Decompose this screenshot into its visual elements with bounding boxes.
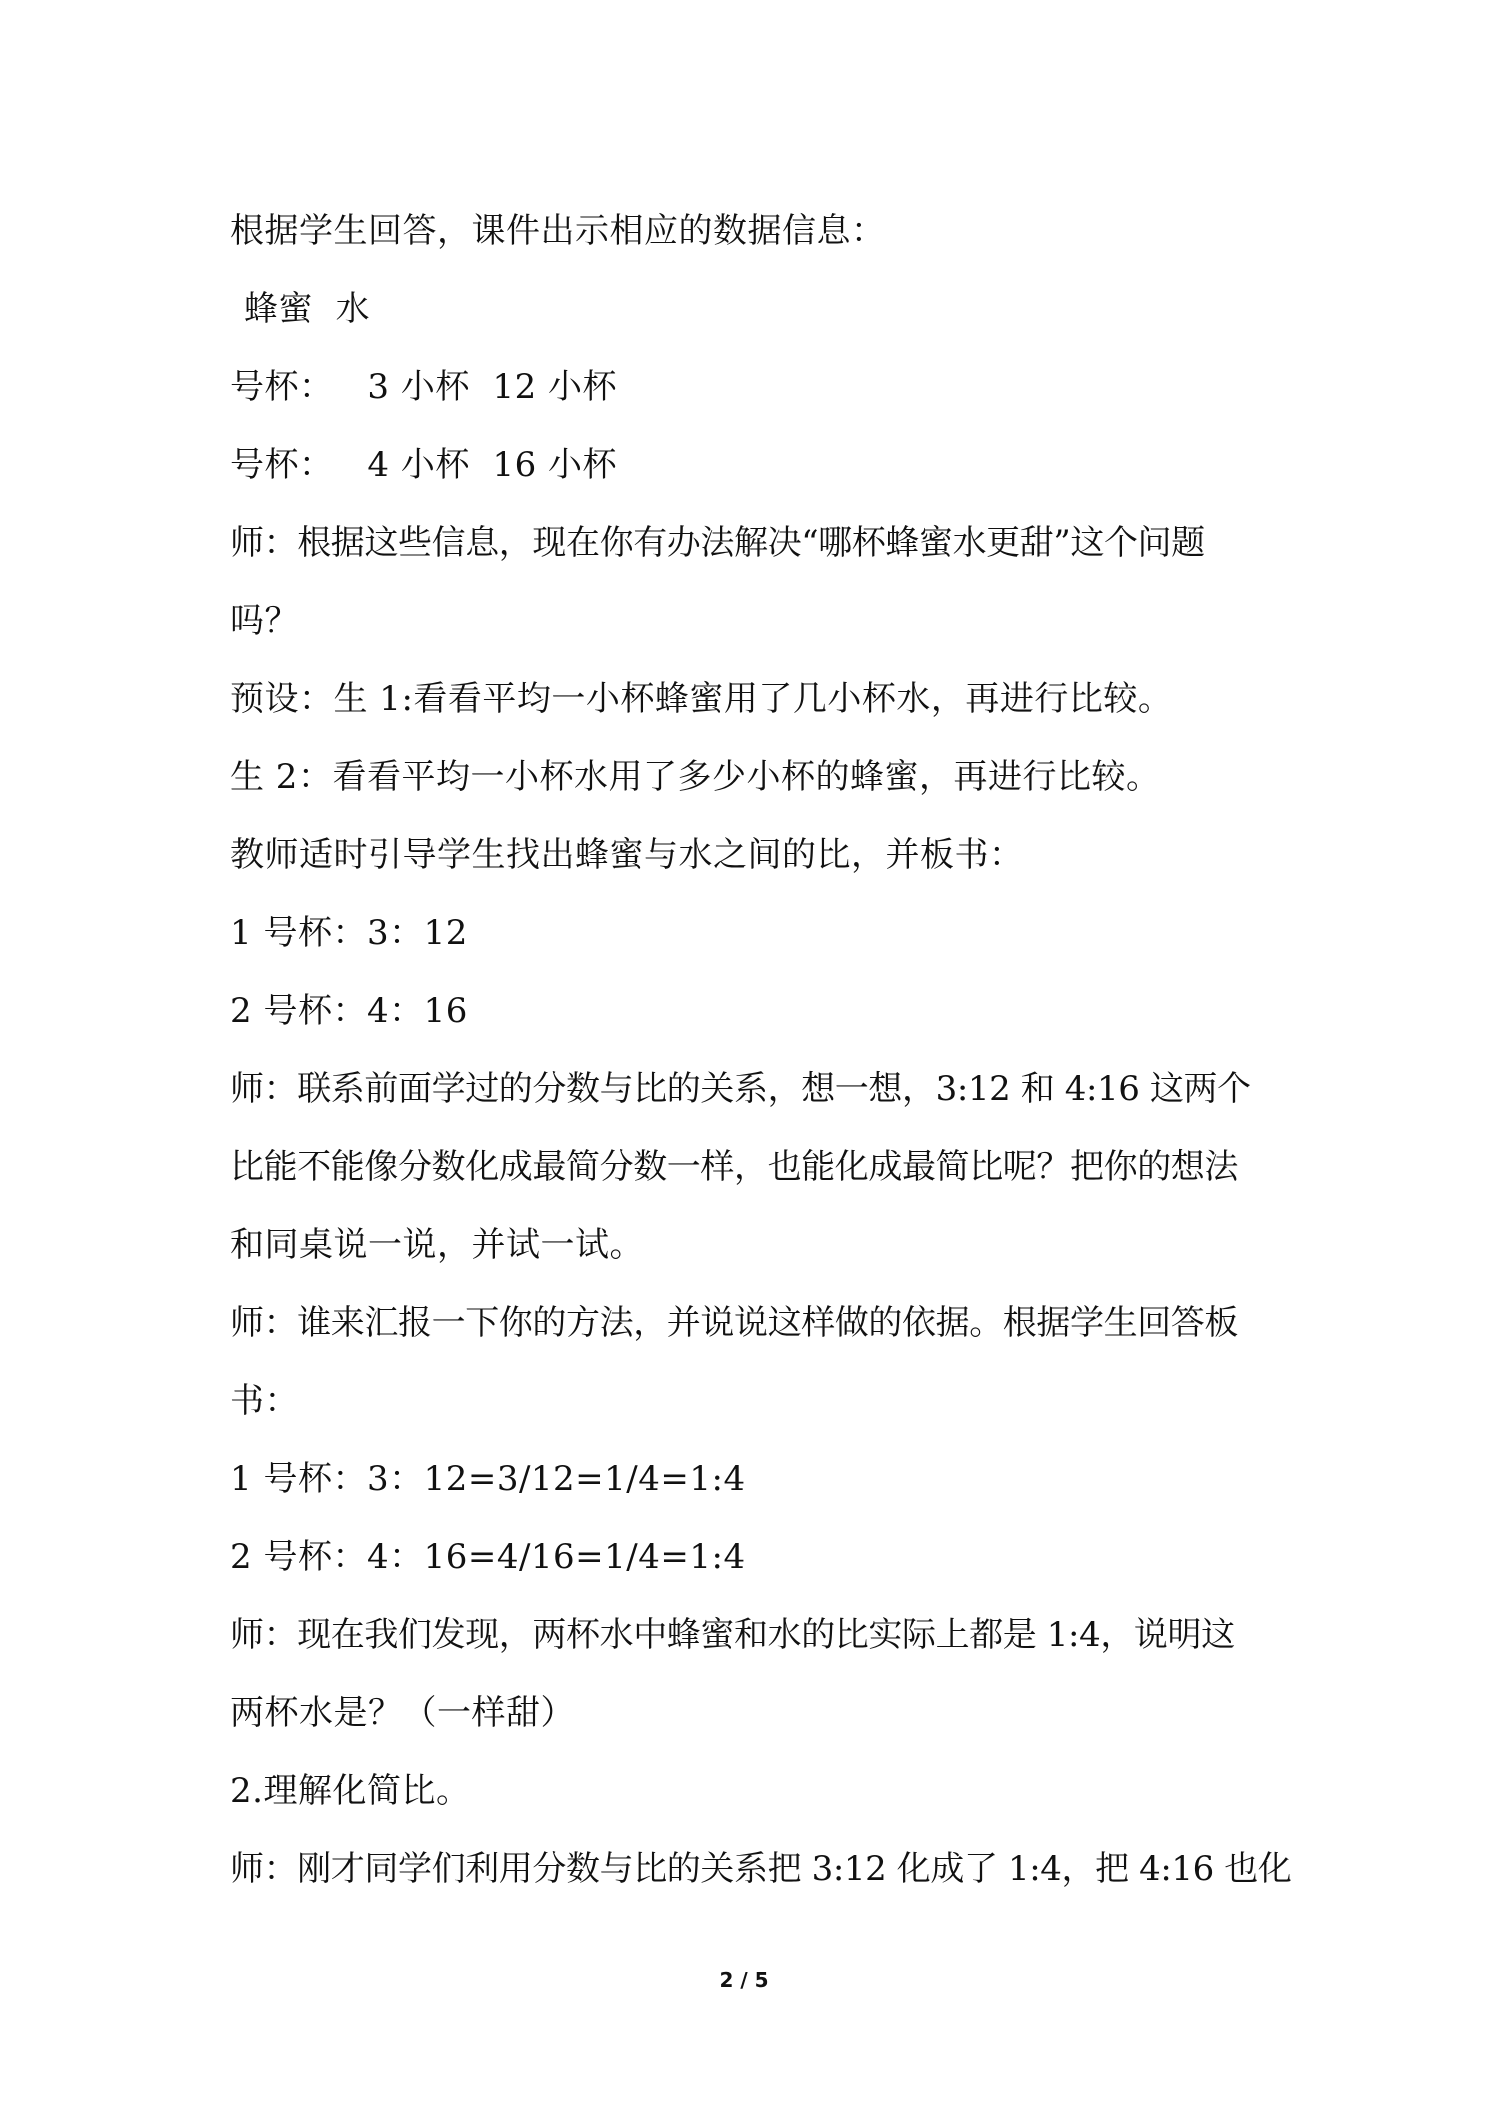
board-cup-1-simplified: 1 号杯：3：12=3/12=1/4=1:4 — [230, 1459, 746, 1499]
board-cup-1-ratio: 1 号杯：3：12 — [230, 913, 468, 953]
teacher-prompt: 师：联系前面学过的分数与比的关系，想一想，3:12 和 4:16 这两个 — [230, 1069, 1251, 1109]
table-header-row: 蜂蜜 水 — [244, 289, 371, 329]
board-cup-2-ratio: 2 号杯：4：16 — [230, 991, 468, 1031]
board-cup-2-simplified: 2 号杯：4：16=4/16=1/4=1:4 — [230, 1537, 746, 1577]
teacher-prompt-cont: 比能不能像分数化成最简分数一样，也能化成最简比呢？把你的想法 — [230, 1147, 1238, 1187]
teacher-question: 师：根据这些信息，现在你有办法解决“哪杯蜂蜜水更甜”这个问题 — [230, 523, 1205, 563]
teacher-prompt-end: 和同桌说一说，并试一试。 — [230, 1225, 644, 1265]
document-body — [230, 192, 1292, 1908]
teacher-conclusion-cont: 两杯水是？（一样甜） — [230, 1693, 575, 1733]
page-number: 2 / 5 — [719, 1968, 769, 1992]
paragraph-intro: 根据学生回答，课件出示相应的数据信息： — [230, 211, 886, 251]
cup-2-data-row: 号杯： 4 小杯 16 小杯 — [230, 445, 618, 485]
preset-student-2: 生 2：看看平均一小杯水用了多少小杯的蜂蜜，再进行比较。 — [230, 757, 1161, 797]
preset-student-1: 预设：生 1:看看平均一小杯蜂蜜用了几小杯水，再进行比较。 — [230, 679, 1173, 719]
teacher-conclusion: 师：现在我们发现，两杯水中蜂蜜和水的比实际上都是 1:4，说明这 — [230, 1615, 1235, 1655]
cup-1-data-row: 号杯： 3 小杯 12 小杯 — [230, 367, 618, 407]
teacher-report-request-cont: 书： — [230, 1381, 299, 1421]
teacher-report-request: 师：谁来汇报一下你的方法，并说说这样做的依据。根据学生回答板 — [230, 1303, 1238, 1343]
teacher-question-cont: 吗？ — [230, 601, 299, 641]
teacher-explanation: 师：刚才同学们利用分数与比的关系把 3:12 化成了 1:4，把 4:16 也化 — [230, 1849, 1292, 1889]
teacher-guidance: 教师适时引导学生找出蜂蜜与水之间的比，并板书： — [230, 835, 1024, 875]
section-heading: 2.理解化简比。 — [230, 1771, 471, 1811]
